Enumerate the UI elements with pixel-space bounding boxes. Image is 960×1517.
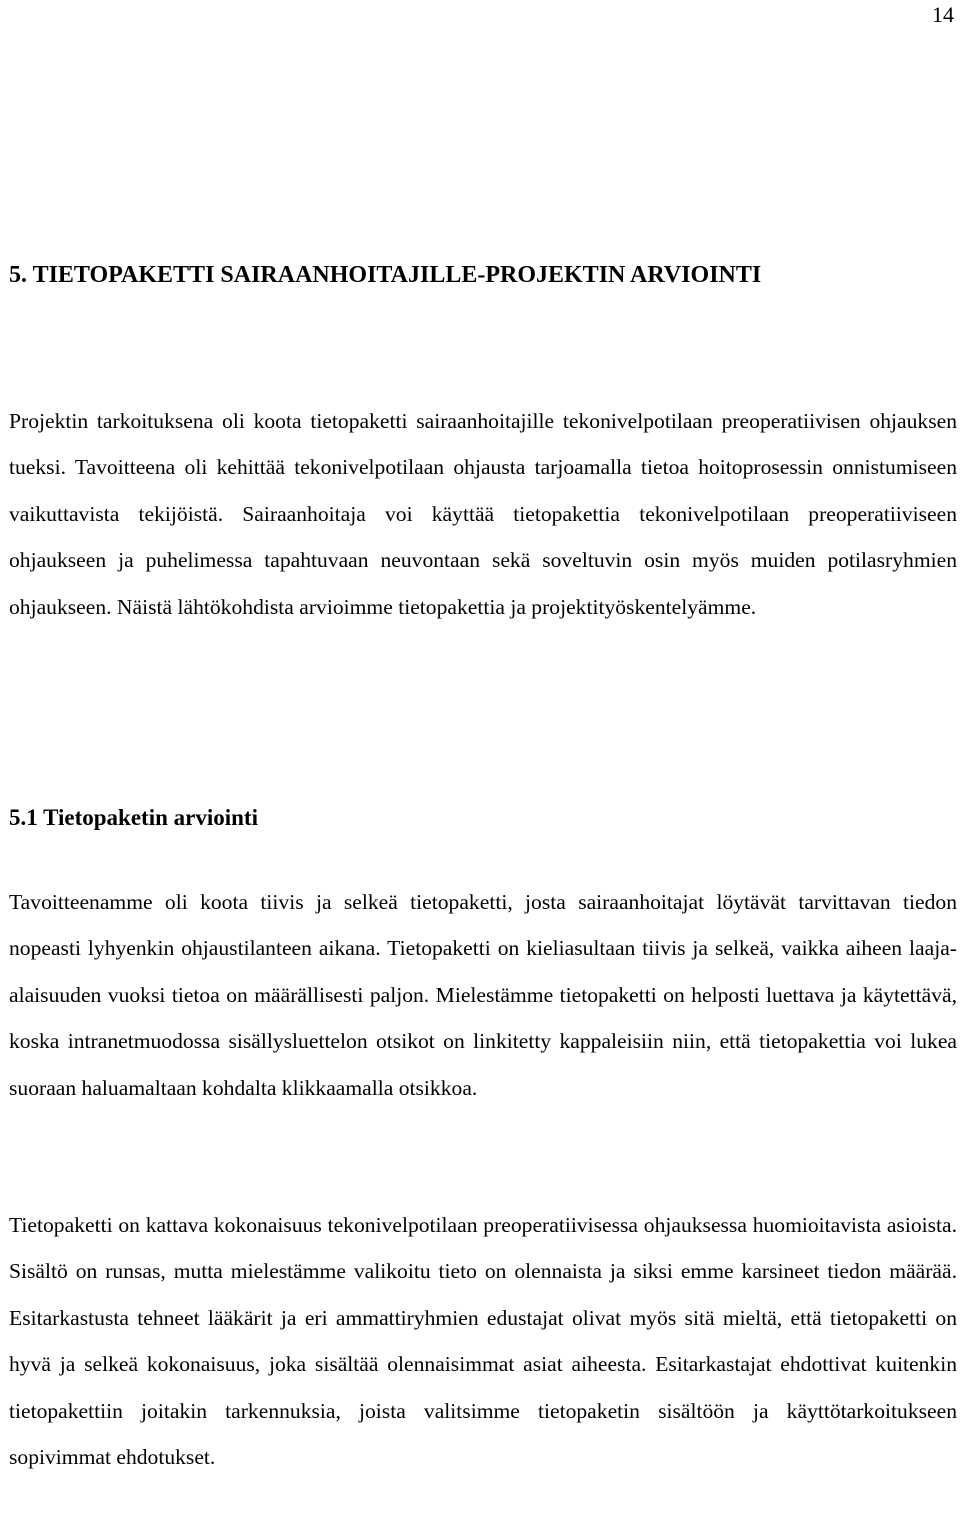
section-heading: 5. TIETOPAKETTI SAIRAANHOITAJILLE-PROJEKTIN ARVIOINTI xyxy=(9,262,762,288)
page-number: 14 xyxy=(932,2,954,27)
evaluation-paragraph-2: Tietopaketti on kattava kokonaisuus tekonivelpotilaan preoperatiivisessa ohjauksessa huomioitavista asioista. Sisältö on runsas, mutta mielestämme valikoitu tieto on olennaista ja siksi emme karsineet tiedon määrää. Esitarkastusta tehneet lääkärit ja eri ammattiryhmien edustajat olivat myös sitä mieltä, että tietopaketti on hyvä ja selkeä kokonaisuus, joka sisältää olennaisimmat asiat aiheesta. Esitarkastajat ehdottivat kuitenkin tietopakettiin joitakin tarkennuksia, joista valitsimme tietopaketin sisältöön ja käyttötarkoitukseen sopivimmat ehdotukset. xyxy=(9,1213,957,1470)
intro-paragraph: Projektin tarkoituksena oli koota tietopaketti sairaanhoitajille tekonivelpotilaan preoperatiivisen ohjauksen tueksi. Tavoitteena oli kehittää tekonivelpotilaan ohjausta tarjoamalla tietoa hoitoprosessin onnistumiseen vaikuttavista tekijöistä. Sairaanhoitaja voi käyttää tietopakettia tekonivelpotilaan preoperatiiviseen ohjaukseen ja puhelimessa tapahtuvaan neuvontaan sekä soveltuvin osin myös muiden potilasryhmien ohjaukseen. Näistä lähtökohdista arvioimme tietopakettia ja projektityöskentelyämme. xyxy=(9,409,957,619)
evaluation-paragraph-1: Tavoitteenamme oli koota tiivis ja selkeä tietopaketti, josta sairaanhoitajat löytävät tarvittavan tiedon nopeasti lyhyenkin ohjaustilanteen aikana. Tietopaketti on kieliasultaan tiivis ja selkeä, vaikka aiheen laaja-alaisuuden vuoksi tietoa on määrällisesti paljon. Mielestämme tietopaketti on helposti luettava ja käytettävä, koska intranetmuodossa sisällysluettelon otsikot on linkitetty kappaleisiin niin, että tietopakettia voi lukea suoraan haluamaltaan kohdalta klikkaamalla otsikkoa. xyxy=(9,890,957,1100)
subsection-heading: 5.1 Tietopaketin arviointi xyxy=(9,805,258,830)
